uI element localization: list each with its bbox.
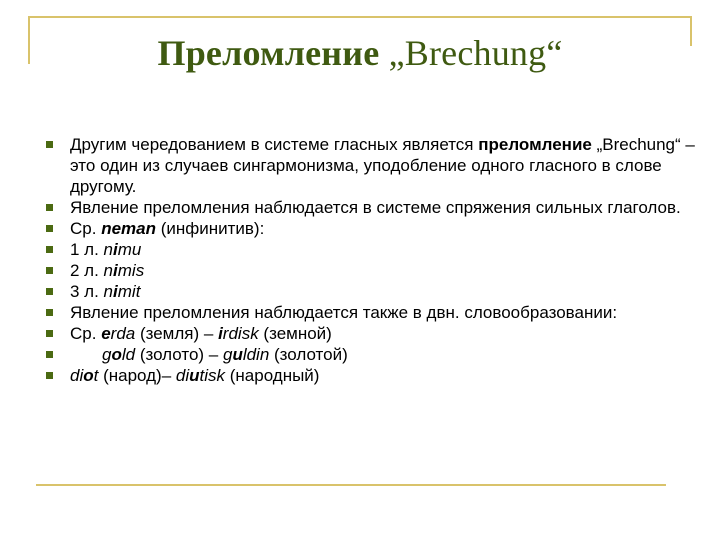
example-vowel: i	[113, 282, 118, 301]
example-word: n	[103, 282, 114, 301]
text-segment: (народный)	[225, 366, 320, 385]
frame-bottom-line	[36, 484, 666, 486]
example-word: t	[93, 366, 99, 385]
example-word: n	[103, 240, 114, 259]
example-word: n	[103, 261, 114, 280]
square-bullet-icon	[46, 372, 53, 379]
text-segment: (земля) –	[135, 324, 219, 343]
text-segment: (золото) –	[135, 345, 223, 364]
indented-line	[70, 344, 348, 365]
text-segment: (инфинитив):	[155, 219, 265, 238]
list-item	[46, 239, 696, 260]
text-segment: 1 л.	[70, 240, 104, 259]
text-segment: 3 л.	[70, 282, 104, 301]
square-bullet-icon	[46, 204, 53, 211]
example-word: rda	[110, 324, 136, 343]
slide-title-main: Преломление	[157, 33, 389, 73]
square-bullet-icon	[46, 351, 53, 358]
square-bullet-icon	[46, 246, 53, 253]
list-item	[46, 344, 696, 365]
list-item	[46, 218, 696, 239]
text-segment: (народ)–	[98, 366, 176, 385]
example-word: mu	[117, 240, 142, 259]
square-bullet-icon	[46, 141, 53, 148]
example-vowel: e	[101, 324, 111, 343]
slide-title	[0, 32, 720, 74]
example-word: g	[222, 345, 233, 364]
square-bullet-icon	[46, 288, 53, 295]
example-vowel: o	[111, 345, 122, 364]
bullet-list	[46, 134, 696, 386]
example-vowel: i	[113, 261, 118, 280]
example-word: mit	[117, 282, 141, 301]
square-bullet-icon	[46, 225, 53, 232]
example-vowel: i	[113, 240, 118, 259]
text-segment: Ср.	[70, 219, 102, 238]
example-word: g	[102, 345, 112, 364]
slide-title-term: „Brechung“	[388, 33, 563, 73]
list-item	[46, 197, 696, 218]
term-bold: преломление	[478, 135, 592, 154]
list-item	[46, 260, 696, 281]
square-bullet-icon	[46, 267, 53, 274]
text-segment: (золотой)	[269, 345, 348, 364]
text-segment: „Brechung“ – это один из случаев сингармонизма, уподобление одного гласного в слове другому.	[70, 135, 695, 196]
text-segment: Явление преломления наблюдается также в двн. словообразовании:	[70, 303, 618, 322]
text-segment: Другим чередованием в системе гласных является	[70, 135, 479, 154]
example-word: ldin	[242, 345, 270, 364]
example-word: mis	[117, 261, 145, 280]
list-item	[46, 134, 696, 197]
example-word: di	[175, 366, 190, 385]
square-bullet-icon	[46, 330, 53, 337]
example-word: rdisk	[222, 324, 259, 343]
example-vowel: u	[189, 366, 200, 385]
example-word: di	[70, 366, 84, 385]
example-vowel: o	[83, 366, 94, 385]
square-bullet-icon	[46, 309, 53, 316]
list-item	[46, 323, 696, 344]
frame-top-line	[28, 16, 692, 18]
text-segment: Ср.	[70, 324, 102, 343]
example-word: tisk	[199, 366, 226, 385]
list-item	[46, 281, 696, 302]
list-item	[46, 302, 696, 323]
list-item	[46, 365, 696, 386]
text-segment: Явление преломления наблюдается в системе спряжения сильных глаголов.	[70, 198, 681, 217]
text-segment: 2 л.	[70, 261, 104, 280]
example-vowel: u	[232, 345, 243, 364]
text-segment: (земной)	[258, 324, 332, 343]
example-word: ld	[121, 345, 136, 364]
example-word: neman	[101, 219, 156, 238]
example-vowel: i	[218, 324, 223, 343]
